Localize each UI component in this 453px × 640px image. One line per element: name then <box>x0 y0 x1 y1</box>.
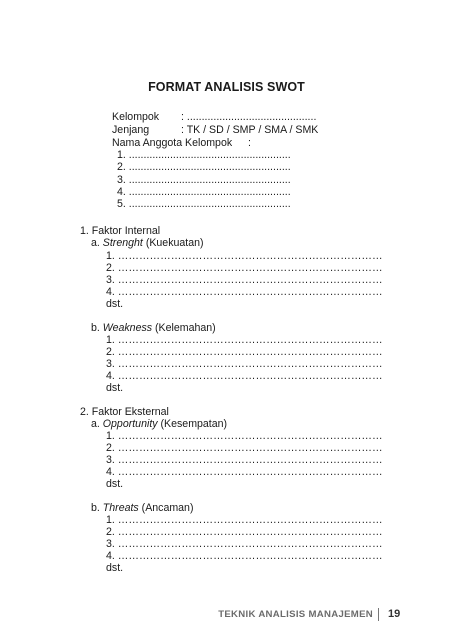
anggota-line-3: 3. ....................................................... <box>117 174 291 186</box>
s2a-line-3: 3. ………………………………………………………………… <box>106 454 383 466</box>
anggota-colon: : <box>248 137 251 149</box>
s2b-dst: dst. <box>106 562 124 574</box>
jenjang-label: Jenjang <box>112 124 150 136</box>
section-1a-heading: a. Strenght (Kuekuatan) <box>91 237 204 249</box>
page-number: 19 <box>388 608 401 620</box>
section-2b-heading: b. Threats (Ancaman) <box>91 502 194 514</box>
s1a-line-4: 4. ………………………………………………………………… <box>106 286 383 298</box>
anggota-label: Nama Anggota Kelompok <box>112 137 233 149</box>
s2b-line-1: 1. ………………………………………………………………… <box>106 514 383 526</box>
s1b-line-4: 4. ………………………………………………………………… <box>106 370 383 382</box>
s2b-line-3: 3. ………………………………………………………………… <box>106 538 383 550</box>
s1a-line-1: 1. ………………………………………………………………… <box>106 250 383 262</box>
anggota-line-1: 1. ....................................................... <box>117 149 291 161</box>
footer-title: TEKNIK ANALISIS MANAJEMEN <box>218 609 373 620</box>
kelompok-value: : ............................................ <box>181 111 317 123</box>
section-2-heading: 2. Faktor Eksternal <box>80 406 169 418</box>
s2a-line-1: 1. ………………………………………………………………… <box>106 430 383 442</box>
s2a-line-2: 2. ………………………………………………………………… <box>106 442 383 454</box>
anggota-line-2: 2. ....................................................... <box>117 161 291 173</box>
s1b-line-2: 2. ………………………………………………………………… <box>106 346 383 358</box>
s1b-line-3: 3. ………………………………………………………………… <box>106 358 383 370</box>
kelompok-label: Kelompok <box>112 111 160 123</box>
s1a-line-2: 2. ………………………………………………………………… <box>106 262 383 274</box>
s2a-dst: dst. <box>106 478 124 490</box>
page-title: FORMAT ANALISIS SWOT <box>148 80 305 94</box>
jenjang-value: : TK / SD / SMP / SMA / SMK <box>181 124 319 136</box>
s2b-line-4: 4. ………………………………………………………………… <box>106 550 383 562</box>
section-1-heading: 1. Faktor Internal <box>80 225 161 237</box>
footer-separator <box>378 608 379 621</box>
s1a-line-3: 3. ………………………………………………………………… <box>106 274 383 286</box>
anggota-line-4: 4. ....................................................... <box>117 186 291 198</box>
s2b-line-2: 2. ………………………………………………………………… <box>106 526 383 538</box>
s1b-dst: dst. <box>106 382 124 394</box>
section-2a-heading: a. Opportunity (Kesempatan) <box>91 418 228 430</box>
anggota-line-5: 5. ....................................................... <box>117 198 291 210</box>
section-1b-heading: b. Weakness (Kelemahan) <box>91 322 216 334</box>
s1b-line-1: 1. ………………………………………………………………… <box>106 334 383 346</box>
s1a-dst: dst. <box>106 298 124 310</box>
s2a-line-4: 4. ………………………………………………………………… <box>106 466 383 478</box>
